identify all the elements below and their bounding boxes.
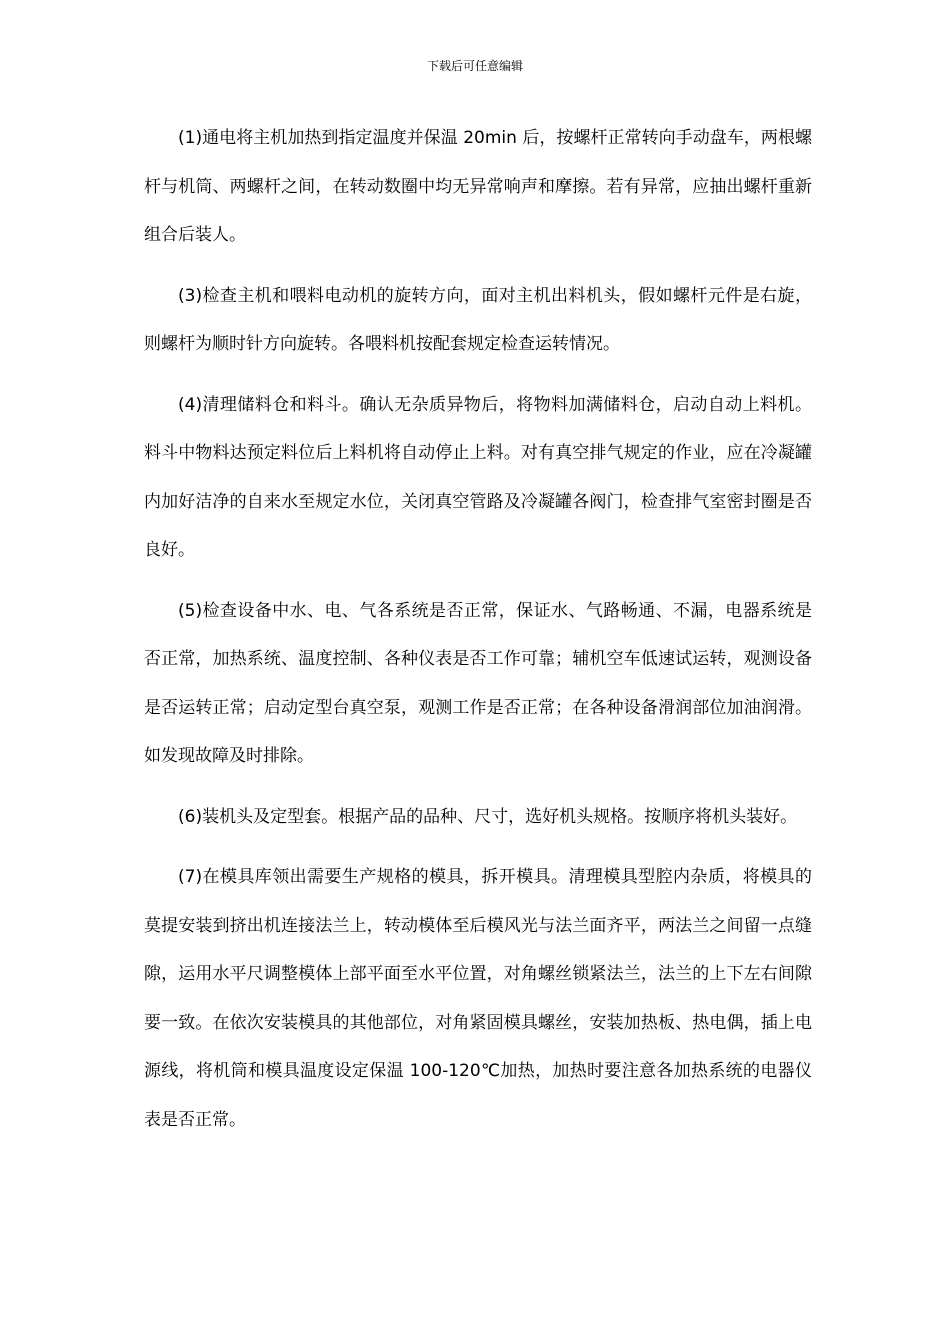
paragraph-step-3: (3)检查主机和喂料电动机的旋转方向，面对主机出料机头，假如螺杆元件是右旋，则螺杆为顺时针方向旋转。各喂料机按配套规定检查运转情况。 (144, 285, 812, 354)
document-body (144, 114, 812, 1156)
paragraph-step-5: (5)检查设备中水、电、气各系统是否正常，保证水、气路畅通、不漏，电器系统是否正常，加热系统、温度控制、各种仪表是否工作可靠；辅机空车低速试运转，观测设备是否运转正常；启动定型台真空泵，观测工作是否正常；在各种设备滑润部位加油润滑。如发现故障及时排除。 (144, 600, 812, 766)
paragraph-step-1: (1)通电将主机加热到指定温度并保温 20min 后，按螺杆正常转向手动盘车，两根螺杆与机筒、两螺杆之间，在转动数圈中均无异常响声和摩擦。若有异常，应抽出螺杆重新组合后装人。 (144, 128, 812, 245)
paragraph-step-7: (7)在模具库领出需要生产规格的模具，拆开模具。清理模具型腔内杂质，将模具的莫提安装到挤出机连接法兰上，转动模体至后模风光与法兰面齐平，两法兰之间留一点缝隙，运用水平尺调整模体上部平面至水平位置，对角螺丝锁紧法兰，法兰的上下左右间隙要一致。在依次安装模具的其他部位，对角紧固模具螺丝，安装加热板、热电偶，插上电源线，将机筒和模具温度设定保温 100-120℃加热，加热时要注意各加热系统的电器仪表是否正常。 (144, 867, 812, 1130)
paragraph-step-6: (6)装机头及定型套。根据产品的品种、尺寸，选好机头规格。按顺序将机头装好。 (178, 806, 798, 827)
page-header: 下载后可任意编辑 (426, 59, 523, 73)
paragraph-step-4: (4)清理储料仓和料斗。确认无杂质异物后，将物料加满储料仓，启动自动上料机。料斗中物料达预定料位后上料机将自动停止上料。对有真空排气规定的作业，应在冷凝罐内加好洁净的自来水至规定水位，关闭真空管路及冷凝罐各阀门，检查排气室密封圈是否良好。 (144, 394, 812, 560)
